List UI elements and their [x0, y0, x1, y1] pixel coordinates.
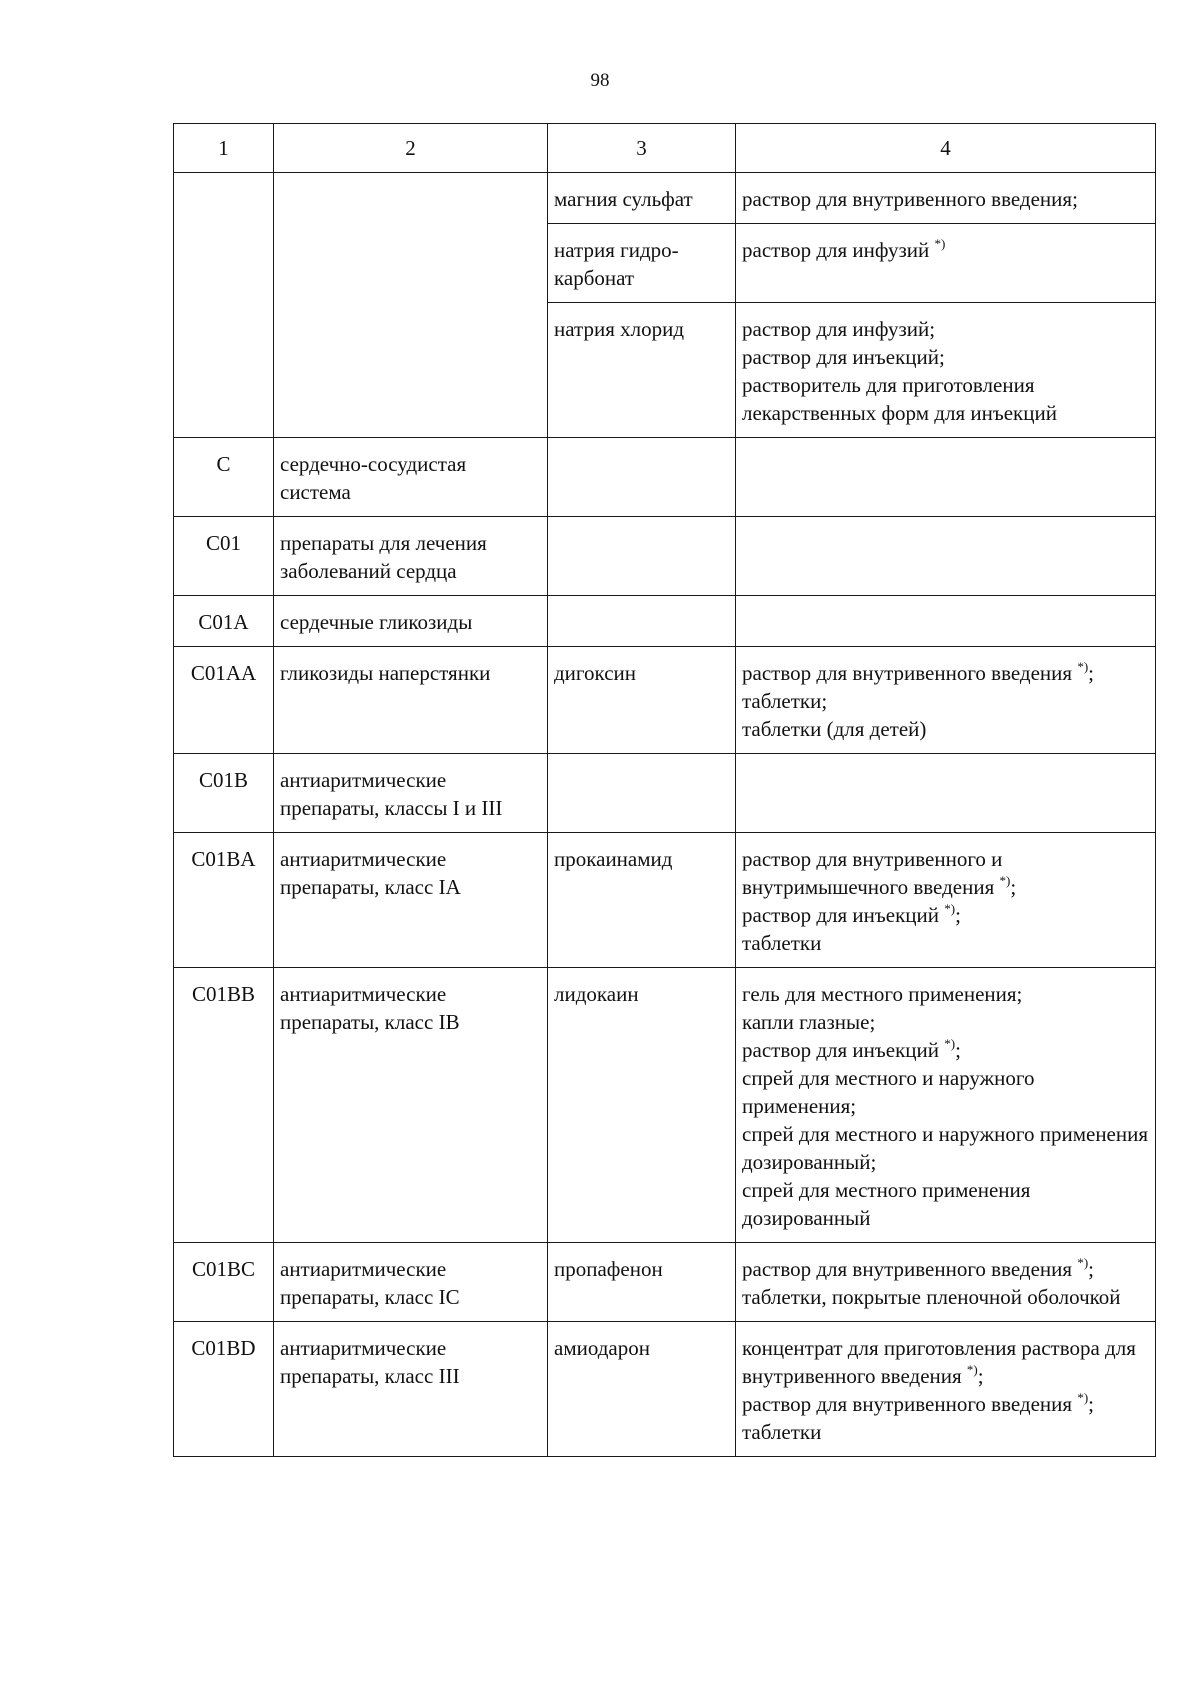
drug-cell: натрия хлорид: [548, 303, 736, 438]
drug-cell: натрия гидро-карбонат: [548, 224, 736, 303]
dosage-form: раствор для инфузий *): [742, 236, 946, 262]
atc-code-cell: [174, 224, 274, 303]
dosage-form: таблетки;: [742, 689, 828, 713]
dosage-form: таблетки, покрытые пленочной оболочкой: [742, 1285, 1121, 1309]
column-header-1: 1: [174, 124, 274, 173]
dosage-form: раствор для внутривенного и внутримышечного введения *);: [742, 847, 1017, 899]
atc-code-cell: C01BB: [174, 968, 274, 1243]
atc-code-cell: C01BD: [174, 1322, 274, 1457]
dosage-form: раствор для внутривенного введения;: [742, 187, 1078, 211]
group-cell: антиаритмические препараты, класс IC: [274, 1243, 548, 1322]
table-row: [174, 517, 1156, 596]
dosage-form: таблетки: [742, 931, 822, 955]
table-body: [174, 173, 1156, 1457]
page-number: 98: [590, 70, 610, 91]
footnote-marker: *): [1077, 1255, 1089, 1270]
group-cell: сердечно-сосудистая система: [274, 438, 548, 517]
dosage-forms-cell: [736, 968, 1156, 1243]
atc-code-cell: C01BA: [174, 833, 274, 968]
dosage-form: раствор для инфузий;: [742, 317, 936, 341]
dosage-forms-cell: [736, 833, 1156, 968]
dosage-form: раствор для внутривенного введения *);: [742, 1255, 1095, 1281]
table-row: [174, 303, 1156, 438]
dosage-form: концентрат для приготовления раствора для внутривенного введения *);: [742, 1336, 1136, 1388]
dosage-forms-cell: [736, 596, 1156, 647]
group-cell: антиаритмические препараты, класс IA: [274, 833, 548, 968]
column-header-2: 2: [274, 124, 548, 173]
dosage-form: спрей для местного и наружного применения;: [742, 1066, 1035, 1118]
table-row: [174, 173, 1156, 224]
footnote-marker: *): [999, 873, 1011, 888]
group-cell: [274, 224, 548, 303]
drug-cell: [548, 596, 736, 647]
dosage-forms-cell: [736, 754, 1156, 833]
table-row: [174, 833, 1156, 968]
atc-code-cell: [174, 303, 274, 438]
group-cell: [274, 303, 548, 438]
drug-cell: дигоксин: [548, 647, 736, 754]
drug-cell: [548, 438, 736, 517]
footnote-marker: *): [1077, 1390, 1089, 1405]
dosage-form: таблетки (для детей): [742, 717, 927, 741]
footnote-marker: *): [944, 1036, 956, 1051]
dosage-forms-cell: [736, 303, 1156, 438]
table-row: [174, 647, 1156, 754]
atc-code-cell: C01B: [174, 754, 274, 833]
dosage-forms-cell: [736, 1322, 1156, 1457]
dosage-forms-cell: [736, 438, 1156, 517]
group-cell: гликозиды наперстянки: [274, 647, 548, 754]
dosage-form: раствор для инъекций *);: [742, 1036, 961, 1062]
dosage-forms-cell: [736, 517, 1156, 596]
group-cell: антиаритмические препараты, классы I и III: [274, 754, 548, 833]
dosage-forms-cell: [736, 647, 1156, 754]
atc-code-cell: [174, 173, 274, 224]
dosage-form: растворитель для приготовления лекарственных форм для инъекций: [742, 373, 1057, 425]
medicines-table: [173, 123, 1156, 1457]
footnote-marker: *): [934, 236, 946, 251]
column-header-3: 3: [548, 124, 736, 173]
table-row: [174, 1243, 1156, 1322]
footnote-marker: *): [1077, 659, 1089, 674]
group-cell: препараты для лечения заболеваний сердца: [274, 517, 548, 596]
group-cell: антиаритмические препараты, класс IB: [274, 968, 548, 1243]
atc-code-cell: C01: [174, 517, 274, 596]
dosage-forms-cell: [736, 224, 1156, 303]
dosage-form: раствор для инъекций;: [742, 345, 945, 369]
atc-code-cell: C01A: [174, 596, 274, 647]
drug-cell: магния сульфат: [548, 173, 736, 224]
dosage-forms-cell: [736, 1243, 1156, 1322]
drug-cell: [548, 517, 736, 596]
dosage-form: спрей для местного применения дозированный: [742, 1178, 1031, 1230]
dosage-form: раствор для инъекций *);: [742, 901, 961, 927]
table-row: [174, 596, 1156, 647]
footnote-marker: *): [966, 1362, 978, 1377]
column-header-4: 4: [736, 124, 1156, 173]
table-row: [174, 224, 1156, 303]
dosage-forms-cell: [736, 173, 1156, 224]
table-row: [174, 968, 1156, 1243]
drug-cell: [548, 754, 736, 833]
group-cell: [274, 173, 548, 224]
dosage-form: гель для местного применения;: [742, 982, 1023, 1006]
table-row: [174, 754, 1156, 833]
atc-code-cell: C: [174, 438, 274, 517]
atc-code-cell: C01AA: [174, 647, 274, 754]
dosage-form: раствор для внутривенного введения *);: [742, 1390, 1095, 1416]
footnote-marker: *): [944, 901, 956, 916]
dosage-form: капли глазные;: [742, 1010, 876, 1034]
dosage-form: таблетки: [742, 1420, 822, 1444]
drug-cell: амиодарон: [548, 1322, 736, 1457]
table-row: [174, 1322, 1156, 1457]
group-cell: сердечные гликозиды: [274, 596, 548, 647]
drug-cell: прокаинамид: [548, 833, 736, 968]
drug-cell: лидокаин: [548, 968, 736, 1243]
drug-cell: пропафенон: [548, 1243, 736, 1322]
table-header-row: [174, 124, 1156, 173]
atc-code-cell: C01BC: [174, 1243, 274, 1322]
dosage-form: раствор для внутривенного введения *);: [742, 659, 1095, 685]
dosage-form: спрей для местного и наружного применения дозированный;: [742, 1122, 1149, 1174]
group-cell: антиаритмические препараты, класс III: [274, 1322, 548, 1457]
table-row: [174, 438, 1156, 517]
